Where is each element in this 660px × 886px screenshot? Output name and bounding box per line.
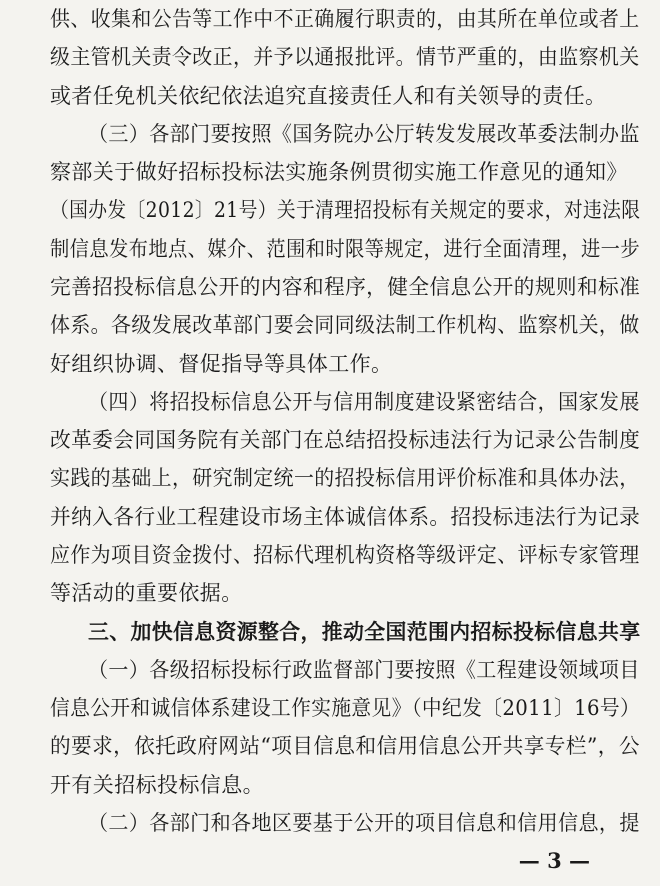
text-line: 或者任免机关依纪依法追究直接责任人和有关领导的责任。 <box>50 83 607 108</box>
text-line: 改革委会同国务院有关部门在总结招投标违法行为记录公告制度 <box>50 428 641 453</box>
text-line: 并纳入各行业工程建设市场主体诚信体系。招投标违法行为记录 <box>50 504 641 529</box>
paragraph-start-line: （四）将招投标信息公开与信用制度建设紧密结合，国家发展 <box>88 389 640 414</box>
text-line: 实践的基础上，研究制定统一的招投标信用评价标准和具体办法， <box>50 466 640 491</box>
text-line: 等活动的重要依据。 <box>50 581 243 606</box>
paragraph-start-line: （一）各级招标投标行政监督部门要按照《工程建设领域项目 <box>88 657 640 682</box>
text-line: 级主管机关责令改正，并予以通报批评。情节严重的，由监察机关 <box>50 45 640 70</box>
text-line: 制信息发布地点、媒介、范围和时限等规定，进行全面清理，进一步 <box>50 236 640 261</box>
paragraph-start-line: （二）各部门和各地区要基于公开的项目信息和信用信息，提 <box>88 811 640 835</box>
text-line: 的要求，依托政府网站“项目信息和信用信息公开共享专栏”，公 <box>50 734 640 759</box>
text-line: （国办发〔2012〕21号）关于清理招投标有关规定的要求，对违法限 <box>50 198 641 223</box>
page-number: — 3 — <box>518 848 590 873</box>
text-line: 信息公开和诚信体系建设工作实施意见》（中纪发〔2011〕16号） <box>50 696 641 721</box>
text-line: 应作为项目资金拨付、招标代理机构资格等级评定、评标专家管理 <box>50 543 640 567</box>
text-line: 完善招投标信息公开的内容和程序，健全信息公开的规则和标准 <box>50 275 641 299</box>
text-line: 察部关于做好招标投标法实施条例贯彻实施工作意见的通知》 <box>50 160 628 185</box>
text-line: 供、收集和公告等工作中不正确履行职责的，由其所在单位或者上 <box>50 7 640 31</box>
text-line: 体系。各级发展改革部门要会同同级法制工作机构、监察机关，做 <box>50 313 640 338</box>
text-line: 开有关招标投标信息。 <box>50 772 264 797</box>
section-heading: 三、加快信息资源整合，推动全国范围内招标投标信息共享 <box>88 619 641 644</box>
paragraph-start-line: （三）各部门要按照《国务院办公厅转发发展改革委法制办监 <box>88 121 640 146</box>
text-line: 好组织协调、督促指导等具体工作。 <box>50 351 393 376</box>
